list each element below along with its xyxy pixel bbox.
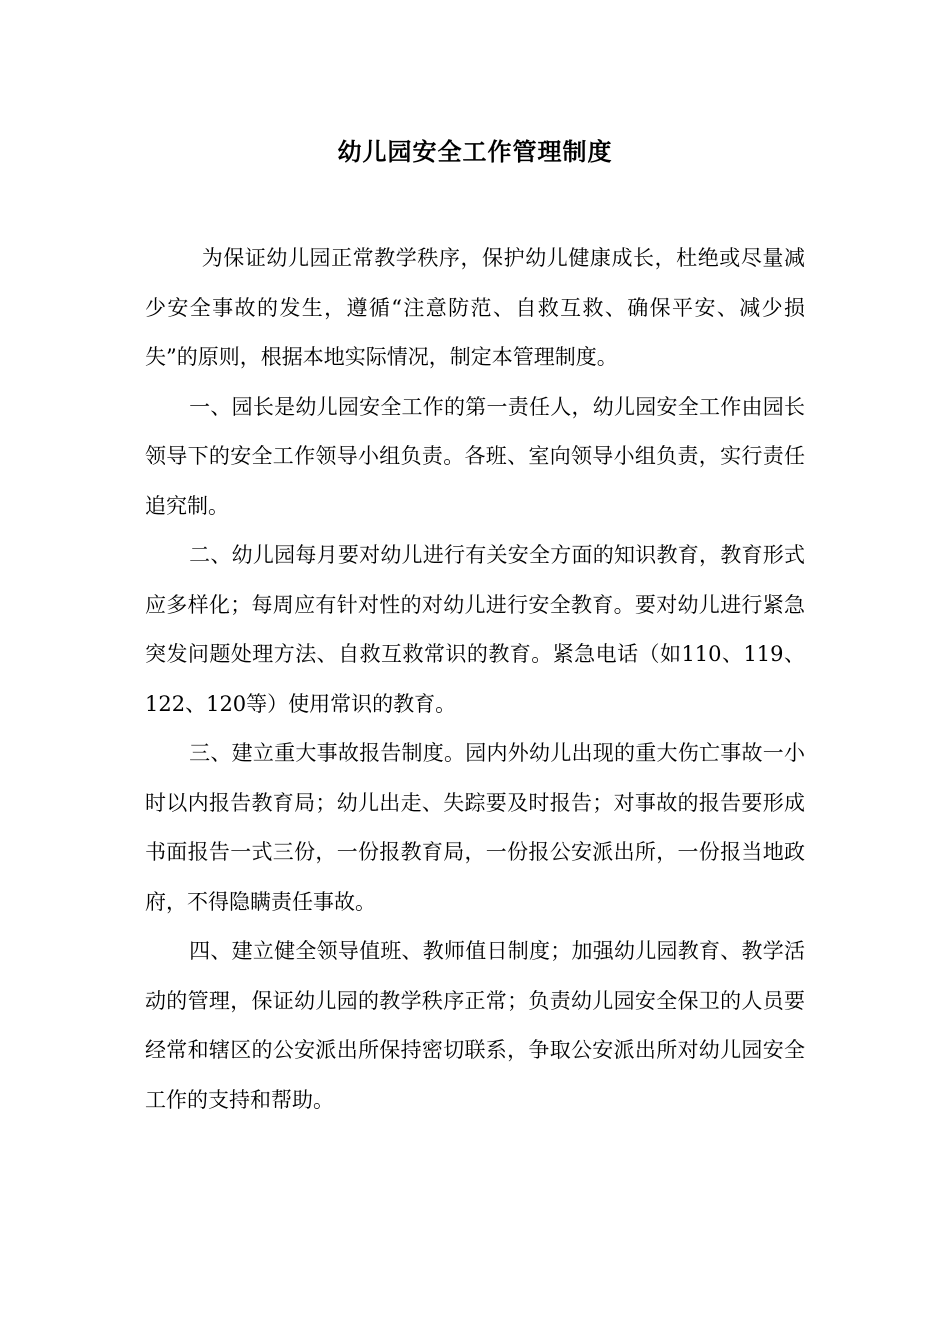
document-body: [145, 234, 805, 1125]
paragraph-clause-2: 二、幼儿园每月要对幼儿进行有关安全方面的知识教育，教育形式应多样化；每周应有针对性的对幼儿进行安全教育。要对幼儿进行紧急突发问题处理方法、自救互救常识的教育。紧急电话（如110、119、122、120等）使用常识的教育。: [145, 543, 805, 716]
paragraph-clause-4: 四、建立健全领导值班、教师值日制度；加强幼儿园教育、教学活动的管理，保证幼儿园的教学秩序正常；负责幼儿园安全保卫的人员要经常和辖区的公安派出所保持密切联系，争取公安派出所对幼儿园安全工作的支持和帮助。: [145, 939, 805, 1112]
paragraph-clause-3: 三、建立重大事故报告制度。园内外幼儿出现的重大伤亡事故一小时以内报告教育局；幼儿出走、失踪要及时报告；对事故的报告要形成书面报告一式三份，一份报教育局，一份报公安派出所，一份报当地政府，不得隐瞒责任事故。: [145, 741, 805, 914]
paragraph-clause-1: 一、园长是幼儿园安全工作的第一责任人，幼儿园安全工作由园长领导下的安全工作领导小组负责。各班、室向领导小组负责，实行责任追究制。: [145, 394, 805, 518]
paragraph-intro: 为保证幼儿园正常教学秩序，保护幼儿健康成长，杜绝或尽量减少安全事故的发生，遵循“注意防范、自救互救、确保平安、减少损失”的原则，根据本地实际情况，制定本管理制度。: [145, 246, 805, 369]
document-title: 幼儿园安全工作管理制度: [337, 137, 613, 166]
